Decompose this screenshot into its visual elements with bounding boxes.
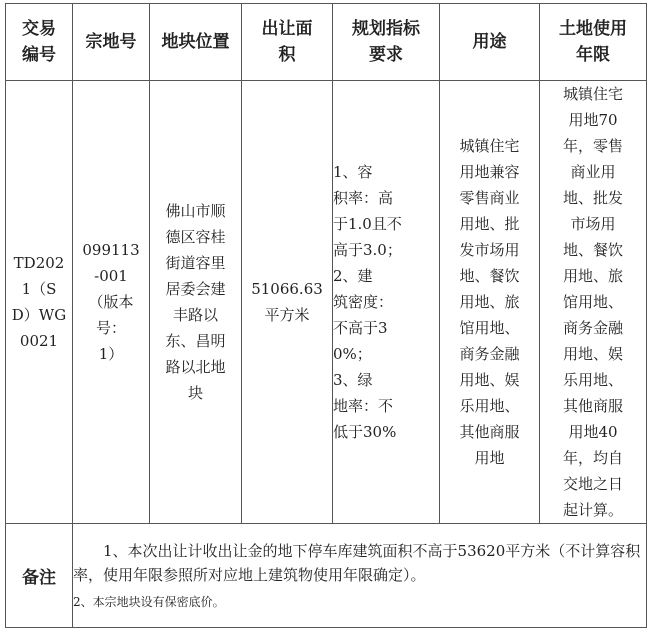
cell-line: 筑密度： (333, 293, 394, 311)
cell-line: 0021 (19, 332, 59, 350)
cell-line: 099113 (82, 241, 140, 259)
cell-line: 不高于3 (333, 319, 388, 337)
cell-line: 德区容桂 (165, 228, 226, 246)
cell-line: 用地 (474, 449, 505, 467)
cell-line: 丰路以 (172, 306, 218, 324)
cell-line: 低于30% (333, 423, 397, 441)
cell-usage (440, 81, 540, 524)
cell-line: 平方米 (264, 306, 310, 324)
cell-line: 年，均自 (562, 449, 623, 467)
cell-term (540, 81, 647, 524)
header-planning: 规划指标 要求 (333, 4, 440, 81)
cell-line: 用地、旅 (459, 293, 520, 311)
cell-line: 2、建 (333, 267, 373, 285)
cell-line: 用地、娱 (459, 371, 520, 389)
cell-line: 街道容里 (165, 254, 226, 272)
cell-line: 0%； (333, 345, 372, 363)
cell-line: 51066.63 (251, 280, 323, 298)
remark-line-1: 1、本次出让计收出让金的地下停车库建筑面积不高于53620平方米（不计算容积率，使用年限参照所对应地上建筑物使用年限确定）。 (73, 541, 641, 584)
cell-line: 起计算。 (562, 501, 623, 519)
cell-line: 馆用地、 (562, 293, 623, 311)
remark-line-2: 2、本宗地块设有保密底价。 (73, 594, 225, 609)
cell-line: -001 (94, 267, 128, 285)
cell-line: 于1.0且不 (333, 215, 402, 233)
cell-line: 高于3.0； (333, 241, 402, 259)
header-row (6, 4, 647, 81)
cell-line: 3、绿 (333, 371, 373, 389)
cell-line: 路以北地 (165, 358, 226, 376)
cell-line: （版本 (88, 293, 134, 311)
cell-line: 城镇住宅 (459, 137, 520, 155)
cell-line: 居委会建 (165, 280, 226, 298)
remarks-label: 备注 (6, 524, 73, 628)
cell-line: 1） (98, 345, 124, 363)
cell-line: D）WG (11, 306, 67, 324)
cell-line: 地、批发 (562, 189, 623, 207)
cell-line: 用地兼容 (459, 163, 520, 181)
cell-line: 用地、旅 (562, 267, 623, 285)
cell-planning (333, 81, 440, 524)
cell-line: 用地、娱 (562, 345, 623, 363)
cell-line: 号： (95, 319, 126, 337)
cell-line: 积率：高 (333, 189, 394, 207)
cell-line: 用地70 (568, 111, 618, 129)
cell-line: 用地、批 (459, 215, 520, 233)
cell-line: 发市场用 (459, 241, 520, 259)
cell-line: 其他商服 (562, 397, 623, 415)
cell-line: 乐用地、 (459, 397, 520, 415)
header-area: 出让面 积 (242, 4, 333, 81)
cell-line: 块 (187, 384, 203, 402)
cell-line: 佛山市顺 (165, 202, 226, 220)
cell-line: 地率：不 (333, 397, 394, 415)
cell-line: 地、餐饮 (562, 241, 623, 259)
parcel-row (6, 81, 647, 524)
cell-line: 交地之日 (562, 475, 623, 493)
cell-trade-no (6, 81, 73, 524)
header-location: 地块位置 (150, 4, 242, 81)
cell-line: 用地40 (568, 423, 618, 441)
cell-line: 零售商业 (459, 189, 520, 207)
cell-parcel-no (73, 81, 150, 524)
cell-location (150, 81, 242, 524)
remarks-content (73, 524, 647, 628)
cell-line: 1、容 (333, 163, 373, 181)
cell-line: 商务金融 (459, 345, 520, 363)
cell-line: 其他商服 (459, 423, 520, 441)
header-parcel-no: 宗地号 (73, 4, 150, 81)
header-term: 土地使用 年限 (540, 4, 647, 81)
cell-line: 商业用 (570, 163, 616, 181)
cell-line: 地、餐饮 (459, 267, 520, 285)
cell-line: 城镇住宅 (562, 85, 623, 103)
cell-area (242, 81, 333, 524)
cell-line: 年，零售 (562, 137, 623, 155)
cell-line: 商务金融 (562, 319, 623, 337)
cell-line: TD202 (13, 254, 65, 272)
header-usage: 用途 (440, 4, 540, 81)
cell-line: 馆用地、 (459, 319, 520, 337)
cell-line: 乐用地、 (562, 371, 623, 389)
cell-line: 东、昌明 (165, 332, 226, 350)
cell-line: 市场用 (570, 215, 616, 233)
cell-line: 1（S (21, 280, 57, 298)
remarks-row (6, 524, 647, 628)
header-trade-no: 交易 编号 (6, 4, 73, 81)
land-parcel-table (5, 3, 647, 628)
